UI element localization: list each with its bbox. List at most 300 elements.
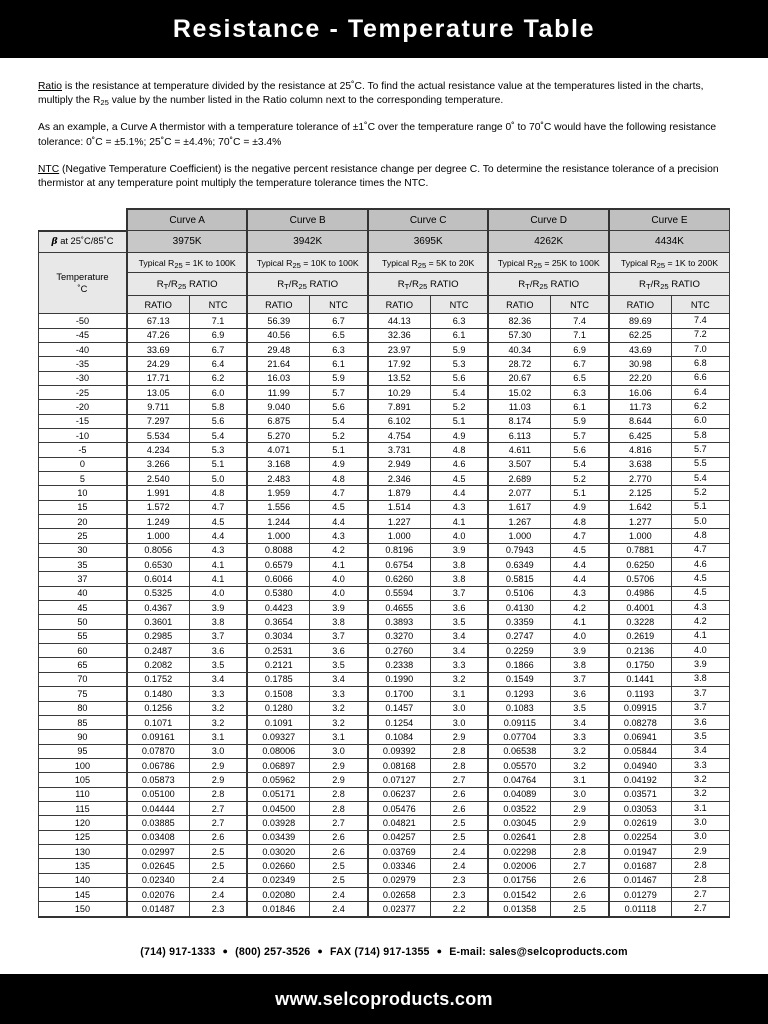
curve-b-typical-prefix: Typical R	[256, 257, 293, 268]
curve-a-ratio-cell: 0.3601	[127, 615, 189, 629]
curve-b-ntc-cell: 2.9	[310, 773, 368, 787]
curve-c-ntc-cell: 5.9	[430, 342, 488, 356]
table-row	[39, 687, 730, 701]
intro-paragraph-ratio	[38, 80, 730, 108]
curve-a-ratio-cell: 0.6014	[127, 572, 189, 586]
curve-e-ratio-word: RATIO	[668, 278, 700, 290]
curve-b-ratio-cell: 21.64	[247, 357, 309, 371]
table-row	[39, 787, 730, 801]
curve-d-ntc-cell: 2.6	[551, 873, 609, 887]
curve-d-ntc-cell: 5.2	[551, 472, 609, 486]
curve-c-ratio-span	[368, 273, 489, 296]
table-row	[39, 457, 730, 471]
curve-a-ratio-cell: 9.711	[127, 400, 189, 414]
table-row	[39, 342, 730, 356]
curve-b-ratio-cell: 0.1785	[247, 672, 309, 686]
curve-e-ntc-cell: 6.6	[671, 371, 729, 385]
temperature-cell: 110	[39, 787, 127, 801]
curve-b-ratio-cell: 1.244	[247, 515, 309, 529]
intro-paragraph-example: As an example, a Curve A thermistor with a temperature tolerance of ±1˚C over the temperature range 0˚ to 70˚C would have the following resistance tolerance: 0˚C = ±5.1%; 25˚C = ±4.4%; 70˚C = ±3.4%	[38, 122, 717, 148]
curve-a-ntc-cell: 3.2	[189, 701, 247, 715]
curve-b-ntc-cell: 2.9	[310, 758, 368, 772]
curve-b-ratio-cell: 0.06897	[247, 758, 309, 772]
temperature-header-line2: ˚C	[77, 284, 88, 295]
curve-b-ratio-cell: 11.99	[247, 385, 309, 399]
curve-b-ratio-cell: 0.09327	[247, 730, 309, 744]
curve-d-ntc-cell: 2.8	[551, 830, 609, 844]
curve-c-ntc-cell: 2.9	[430, 730, 488, 744]
curve-e-ntc-cell: 2.9	[671, 844, 729, 858]
curve-b-ratio-cell: 56.39	[247, 314, 309, 328]
curve-c-ntc-cell: 2.5	[430, 830, 488, 844]
curve-b-ratio-cell: 4.071	[247, 443, 309, 457]
curve-e-ratio-cell: 11.73	[609, 400, 671, 414]
curve-e-ntc-cell: 7.0	[671, 342, 729, 356]
table-head	[39, 209, 730, 314]
curve-e-ratio-cell: 0.01687	[609, 859, 671, 873]
curve-b-ratio-cell: 0.03928	[247, 816, 309, 830]
curve-a-ntc-cell: 4.4	[189, 529, 247, 543]
curve-e-ratio-cell: 0.3228	[609, 615, 671, 629]
curve-e-r25-sub: 25	[660, 281, 669, 291]
curve-c-ratio-cell: 0.02377	[368, 902, 430, 917]
layout-spacer	[0, 918, 768, 946]
curve-a-ratio-cell: 24.29	[127, 357, 189, 371]
curve-b-ntc-cell: 3.8	[310, 615, 368, 629]
curve-a-ratio-cell: 7.297	[127, 414, 189, 428]
temperature-cell: 20	[39, 515, 127, 529]
curve-c-ratio-cell: 6.102	[368, 414, 430, 428]
curve-e-header: Curve E	[609, 209, 730, 231]
curve-a-ntc-cell: 3.1	[189, 730, 247, 744]
curve-a-ratio-cell: 0.2985	[127, 629, 189, 643]
table-row	[39, 744, 730, 758]
curve-e-ntc-cell: 3.7	[671, 687, 729, 701]
curve-c-ratio-cell: 0.08168	[368, 758, 430, 772]
curve-d-ntc-cell: 3.0	[551, 787, 609, 801]
curve-b-ratio-word: RATIO	[306, 278, 339, 290]
curve-c-typical	[368, 253, 489, 273]
temperature-cell: 15	[39, 500, 127, 514]
curve-e-ntc-cell: 4.0	[671, 644, 729, 658]
curve-d-ntc-cell: 5.6	[551, 443, 609, 457]
curve-d-ratio-cell: 0.4130	[488, 601, 550, 615]
curve-d-ratio-cell: 82.36	[488, 314, 550, 328]
curve-a-ratio-cell: 0.05100	[127, 787, 189, 801]
curve-e-ratio-cell: 89.69	[609, 314, 671, 328]
curve-c-ratio-cell: 0.2760	[368, 644, 430, 658]
curve-c-ntc-cell: 3.6	[430, 601, 488, 615]
curve-a-ntc-cell: 4.8	[189, 486, 247, 500]
curve-e-rt-r: R	[639, 278, 646, 290]
curve-d-rt-sub: T	[525, 281, 530, 291]
curve-b-ntc-cell: 3.2	[310, 715, 368, 729]
curve-e-ratio-cell: 22.20	[609, 371, 671, 385]
curve-e-ratio-cell: 62.25	[609, 328, 671, 342]
curve-b-ntc-cell: 3.1	[310, 730, 368, 744]
curve-d-ratio-cell: 57.30	[488, 328, 550, 342]
curve-c-ntc-cell: 3.3	[430, 658, 488, 672]
title-bar	[0, 0, 768, 58]
curve-d-ratio-cell: 0.3359	[488, 615, 550, 629]
curve-e-ntc-cell: 3.0	[671, 816, 729, 830]
curve-c-ntc-cell: 5.6	[430, 371, 488, 385]
temperature-cell: 145	[39, 887, 127, 901]
curve-e-ntc-cell: 3.7	[671, 701, 729, 715]
temperature-cell: 65	[39, 658, 127, 672]
table-row	[39, 529, 730, 543]
curve-c-r25-sub: 25	[418, 281, 428, 291]
curve-d-ratio-cell: 0.5815	[488, 572, 550, 586]
curve-e-ntc-cell: 4.7	[671, 543, 729, 557]
curve-b-ntc-cell: 5.6	[310, 400, 368, 414]
curve-d-ntc-cell: 4.4	[551, 558, 609, 572]
curve-d-ntc-cell: 3.4	[551, 715, 609, 729]
temperature-cell: 50	[39, 615, 127, 629]
curve-a-ratio-cell: 0.8056	[127, 543, 189, 557]
curve-a-typical-prefix: Typical R	[138, 257, 175, 268]
temperature-cell: -5	[39, 443, 127, 457]
curve-b-ratio-cell: 3.168	[247, 457, 309, 471]
curve-c-beta: 3695K	[368, 231, 489, 253]
curve-c-ntc-cell: 4.9	[430, 428, 488, 442]
curve-b-ratio-cell: 0.02080	[247, 887, 309, 901]
curve-a-ratio-cell: 0.02997	[127, 844, 189, 858]
curve-d-ratio-cell: 0.5106	[488, 586, 550, 600]
temperature-cell: 30	[39, 543, 127, 557]
curve-e-ratio-cell: 0.09915	[609, 701, 671, 715]
curve-e-ntc-cell: 5.4	[671, 472, 729, 486]
curve-c-ratio-word: RATIO	[427, 278, 459, 290]
curve-b-ratio-cell: 0.4423	[247, 601, 309, 615]
curve-d-ratio-cell: 0.01542	[488, 887, 550, 901]
curve-d-ratio-cell: 11.03	[488, 400, 550, 414]
temperature-cell: 37	[39, 572, 127, 586]
curve-d-ntc-cell: 6.9	[551, 342, 609, 356]
curve-e-ntc-cell: 3.4	[671, 744, 729, 758]
table-row	[39, 859, 730, 873]
curve-d-ntc-cell: 4.2	[551, 601, 609, 615]
curve-a-ntc-cell: 3.9	[189, 601, 247, 615]
curve-c-ntc-cell: 3.5	[430, 615, 488, 629]
curve-e-ratio-cell: 1.642	[609, 500, 671, 514]
curve-e-ntc-cell: 3.3	[671, 758, 729, 772]
curve-e-ratio-cell: 0.1441	[609, 672, 671, 686]
curve-e-ratio-cell: 0.2619	[609, 629, 671, 643]
curve-d-ntc-subheader: NTC	[551, 296, 609, 314]
table-row	[39, 586, 730, 600]
curve-a-ratio-cell: 0.1480	[127, 687, 189, 701]
curve-b-ratio-cell: 0.2121	[247, 658, 309, 672]
curve-b-ntc-cell: 4.0	[310, 572, 368, 586]
curve-c-ntc-cell: 2.2	[430, 902, 488, 917]
beta-row-label-text: at 25˚C/85˚C	[57, 236, 114, 247]
curve-a-ratio-cell: 0.1752	[127, 672, 189, 686]
curve-c-ratio-cell: 0.4655	[368, 601, 430, 615]
curve-a-ratio-cell: 0.06786	[127, 758, 189, 772]
temperature-cell: 75	[39, 687, 127, 701]
curve-c-ntc-cell: 4.6	[430, 457, 488, 471]
curve-c-ratio-cell: 0.09392	[368, 744, 430, 758]
curve-d-ratio-cell: 0.05570	[488, 758, 550, 772]
intro-ratio-text-a: is the resistance at temperature divided by the resistance at 25˚C. To find the actual resistance value at the temperatures listed in the charts, multiply the R	[38, 81, 704, 107]
curve-a-ntc-cell: 4.5	[189, 515, 247, 529]
curve-a-ratio-cell: 0.02645	[127, 859, 189, 873]
curve-b-ntc-cell: 4.2	[310, 543, 368, 557]
curve-d-ntc-cell: 2.8	[551, 844, 609, 858]
curve-b-ratio-cell: 6.875	[247, 414, 309, 428]
curve-b-ratio-cell: 0.05171	[247, 787, 309, 801]
curve-b-ntc-cell: 3.2	[310, 701, 368, 715]
table-row	[39, 543, 730, 557]
curve-c-ntc-cell: 3.0	[430, 701, 488, 715]
curve-b-ntc-cell: 5.1	[310, 443, 368, 457]
table-row	[39, 601, 730, 615]
curve-b-ntc-cell: 4.8	[310, 472, 368, 486]
curve-a-ratio-cell: 17.71	[127, 371, 189, 385]
curve-b-ntc-cell: 2.7	[310, 816, 368, 830]
curve-b-ratio-cell: 0.3654	[247, 615, 309, 629]
table-row	[39, 385, 730, 399]
curve-c-typical-prefix: Typical R	[382, 257, 418, 268]
curve-e-ntc-cell: 5.5	[671, 457, 729, 471]
curve-c-ratio-cell: 1.000	[368, 529, 430, 543]
curve-a-ntc-cell: 3.5	[189, 658, 247, 672]
header-row-ratio-span	[39, 273, 730, 296]
curve-b-ntc-cell: 6.7	[310, 314, 368, 328]
curve-c-ratio-cell: 23.97	[368, 342, 430, 356]
curve-c-ratio-cell: 0.6260	[368, 572, 430, 586]
curve-e-ratio-cell: 0.01947	[609, 844, 671, 858]
curve-c-ratio-cell: 0.03769	[368, 844, 430, 858]
curve-c-ratio-cell: 0.07127	[368, 773, 430, 787]
curve-d-ratio-cell: 20.67	[488, 371, 550, 385]
curve-e-ntc-subheader: NTC	[671, 296, 729, 314]
curve-c-ntc-cell: 3.8	[430, 572, 488, 586]
curve-d-ratio-cell: 40.34	[488, 342, 550, 356]
curve-c-ratio-cell: 0.02979	[368, 873, 430, 887]
curve-c-ratio-cell: 0.04257	[368, 830, 430, 844]
temperature-cell: 35	[39, 558, 127, 572]
curve-e-ratio-cell: 1.277	[609, 515, 671, 529]
curve-c-ntc-cell: 3.1	[430, 687, 488, 701]
curve-e-ntc-cell: 4.5	[671, 586, 729, 600]
curve-e-ntc-cell: 5.7	[671, 443, 729, 457]
curve-d-ntc-cell: 5.4	[551, 457, 609, 471]
curve-c-ntc-cell: 2.3	[430, 887, 488, 901]
curve-c-ratio-cell: 4.754	[368, 428, 430, 442]
temperature-cell: -10	[39, 428, 127, 442]
temperature-cell: 150	[39, 902, 127, 917]
curve-d-ratio-cell: 3.507	[488, 457, 550, 471]
curve-e-ratio-cell: 0.4001	[609, 601, 671, 615]
curve-e-ntc-cell: 4.2	[671, 615, 729, 629]
table-row	[39, 730, 730, 744]
curve-c-ratio-cell: 0.1990	[368, 672, 430, 686]
curve-b-ntc-cell: 3.5	[310, 658, 368, 672]
curve-a-ntc-cell: 5.8	[189, 400, 247, 414]
curve-a-ntc-cell: 4.1	[189, 558, 247, 572]
separator-dot-icon-2: ●	[317, 946, 324, 956]
curve-d-ratio-cell: 0.1083	[488, 701, 550, 715]
curve-e-typical-sub: 25	[656, 260, 666, 270]
curve-a-ratio-cell: 0.03408	[127, 830, 189, 844]
curve-d-ntc-cell: 6.3	[551, 385, 609, 399]
curve-e-ratio-cell: 43.69	[609, 342, 671, 356]
curve-b-ntc-cell: 2.4	[310, 902, 368, 917]
curve-d-ntc-cell: 4.1	[551, 615, 609, 629]
temperature-cell: 85	[39, 715, 127, 729]
curve-c-ratio-cell: 0.03346	[368, 859, 430, 873]
curve-c-ratio-cell: 0.1457	[368, 701, 430, 715]
curve-d-ratio-cell: 2.077	[488, 486, 550, 500]
curve-a-ntc-cell: 3.8	[189, 615, 247, 629]
curve-c-ratio-cell: 0.6754	[368, 558, 430, 572]
curve-d-ratio-cell: 15.02	[488, 385, 550, 399]
table-row	[39, 357, 730, 371]
header-row-subcolumns	[39, 296, 730, 314]
curve-d-ntc-cell: 2.6	[551, 887, 609, 901]
curve-d-ratio-cell: 0.6349	[488, 558, 550, 572]
curve-b-ratio-cell: 0.2531	[247, 644, 309, 658]
curve-d-ratio-cell: 0.1549	[488, 672, 550, 686]
curve-d-ratio-cell: 0.1866	[488, 658, 550, 672]
curve-a-typical-suffix: = 1K to 100K	[182, 257, 236, 268]
curve-c-ratio-cell: 3.731	[368, 443, 430, 457]
curve-b-ratio-cell: 0.8088	[247, 543, 309, 557]
table-row	[39, 472, 730, 486]
curve-e-ratio-cell: 0.02619	[609, 816, 671, 830]
curve-d-rt-mid: /R	[529, 278, 540, 290]
curve-d-ratio-cell: 0.03522	[488, 801, 550, 815]
curve-c-ntc-cell: 6.3	[430, 314, 488, 328]
website-bar	[0, 974, 768, 1024]
curve-b-ntc-cell: 2.4	[310, 887, 368, 901]
curve-a-ntc-cell: 2.5	[189, 844, 247, 858]
curve-d-ntc-cell: 3.8	[551, 658, 609, 672]
table-row	[39, 658, 730, 672]
curve-b-ntc-cell: 2.8	[310, 787, 368, 801]
curve-b-ntc-cell: 3.7	[310, 629, 368, 643]
curve-c-ntc-cell: 2.6	[430, 801, 488, 815]
curve-b-r25-sub: 25	[298, 281, 307, 291]
curve-e-ratio-cell: 0.7881	[609, 543, 671, 557]
curve-d-ratio-cell: 0.2259	[488, 644, 550, 658]
curve-e-ratio-cell: 0.01279	[609, 887, 671, 901]
curve-d-ratio-cell: 1.267	[488, 515, 550, 529]
curve-d-ratio-cell: 0.2747	[488, 629, 550, 643]
header-row-curves	[39, 209, 730, 231]
beta-symbol: β	[51, 236, 58, 248]
table-row	[39, 486, 730, 500]
curve-c-ntc-cell: 4.0	[430, 529, 488, 543]
table-row	[39, 629, 730, 643]
curve-b-ratio-cell: 0.03439	[247, 830, 309, 844]
curve-c-ratio-cell: 1.879	[368, 486, 430, 500]
curve-a-ratio-cell: 1.000	[127, 529, 189, 543]
curve-d-r25-sub: 25	[539, 281, 548, 291]
temperature-cell: 140	[39, 873, 127, 887]
temperature-header-line1: Temperature	[56, 272, 109, 283]
curve-e-ntc-cell: 5.0	[671, 515, 729, 529]
curve-c-ntc-cell: 4.5	[430, 472, 488, 486]
curve-a-ratio-cell: 0.02340	[127, 873, 189, 887]
curve-c-ratio-cell: 2.346	[368, 472, 430, 486]
fax-number: FAX (714) 917-1355	[330, 946, 430, 958]
curve-b-ntc-cell: 4.4	[310, 515, 368, 529]
curve-c-ntc-cell: 3.7	[430, 586, 488, 600]
curve-e-ntc-cell: 3.5	[671, 730, 729, 744]
curve-a-ratio-cell: 0.1071	[127, 715, 189, 729]
curve-d-ratio-cell: 0.07704	[488, 730, 550, 744]
curve-b-ntc-cell: 3.6	[310, 644, 368, 658]
curve-d-ratio-word: RATIO	[547, 278, 580, 290]
curve-c-ntc-cell: 3.9	[430, 543, 488, 557]
curve-b-ntc-cell: 6.1	[310, 357, 368, 371]
curve-e-ratio-cell: 3.638	[609, 457, 671, 471]
curve-a-typical-sub: 25	[174, 260, 183, 270]
curve-a-ntc-cell: 3.2	[189, 715, 247, 729]
curve-d-ratio-cell: 28.72	[488, 357, 550, 371]
temperature-cell: 10	[39, 486, 127, 500]
curve-a-ratio-cell: 13.05	[127, 385, 189, 399]
curve-a-ratio-cell: 0.5325	[127, 586, 189, 600]
curve-a-ratio-cell: 0.03885	[127, 816, 189, 830]
curve-d-ntc-cell: 4.8	[551, 515, 609, 529]
curve-c-ntc-cell: 3.4	[430, 629, 488, 643]
curve-a-ntc-cell: 3.4	[189, 672, 247, 686]
curve-d-ntc-cell: 3.2	[551, 744, 609, 758]
curve-a-ntc-cell: 2.8	[189, 787, 247, 801]
curve-a-ntc-cell: 2.7	[189, 816, 247, 830]
curve-a-ratio-cell: 33.69	[127, 342, 189, 356]
temperature-cell: 115	[39, 801, 127, 815]
curve-c-header: Curve C	[368, 209, 489, 231]
curve-d-ratio-cell: 0.04764	[488, 773, 550, 787]
curve-a-ntc-cell: 5.4	[189, 428, 247, 442]
curve-e-ntc-cell: 7.4	[671, 314, 729, 328]
curve-a-typical	[127, 253, 248, 273]
curve-a-ratio-cell: 0.02076	[127, 887, 189, 901]
curve-d-ntc-cell: 2.7	[551, 859, 609, 873]
table-row	[39, 572, 730, 586]
curve-b-ntc-cell: 4.0	[310, 586, 368, 600]
curve-b-ntc-cell: 5.2	[310, 428, 368, 442]
table-row	[39, 515, 730, 529]
curve-a-ratio-cell: 5.534	[127, 428, 189, 442]
curve-c-ntc-cell: 2.5	[430, 816, 488, 830]
curve-c-ntc-cell: 6.1	[430, 328, 488, 342]
curve-b-ntc-cell: 3.4	[310, 672, 368, 686]
curve-d-ntc-cell: 4.4	[551, 572, 609, 586]
curve-d-ratio-span	[488, 273, 609, 296]
curve-c-ratio-cell: 0.02658	[368, 887, 430, 901]
curve-d-ratio-cell: 1.000	[488, 529, 550, 543]
curve-d-typical-sub: 25	[533, 260, 542, 270]
curve-d-header: Curve D	[488, 209, 609, 231]
curve-d-ntc-cell: 4.9	[551, 500, 609, 514]
curve-e-ratio-cell: 1.000	[609, 529, 671, 543]
curve-a-beta: 3975K	[127, 231, 248, 253]
curve-b-ntc-cell: 6.5	[310, 328, 368, 342]
curve-a-ntc-cell: 4.0	[189, 586, 247, 600]
curve-a-ntc-cell: 3.6	[189, 644, 247, 658]
curve-a-ntc-cell: 4.3	[189, 543, 247, 557]
curve-b-ratio-cell: 1.959	[247, 486, 309, 500]
table-row	[39, 701, 730, 715]
curve-b-ratio-cell: 0.1280	[247, 701, 309, 715]
curve-e-ntc-cell: 4.6	[671, 558, 729, 572]
